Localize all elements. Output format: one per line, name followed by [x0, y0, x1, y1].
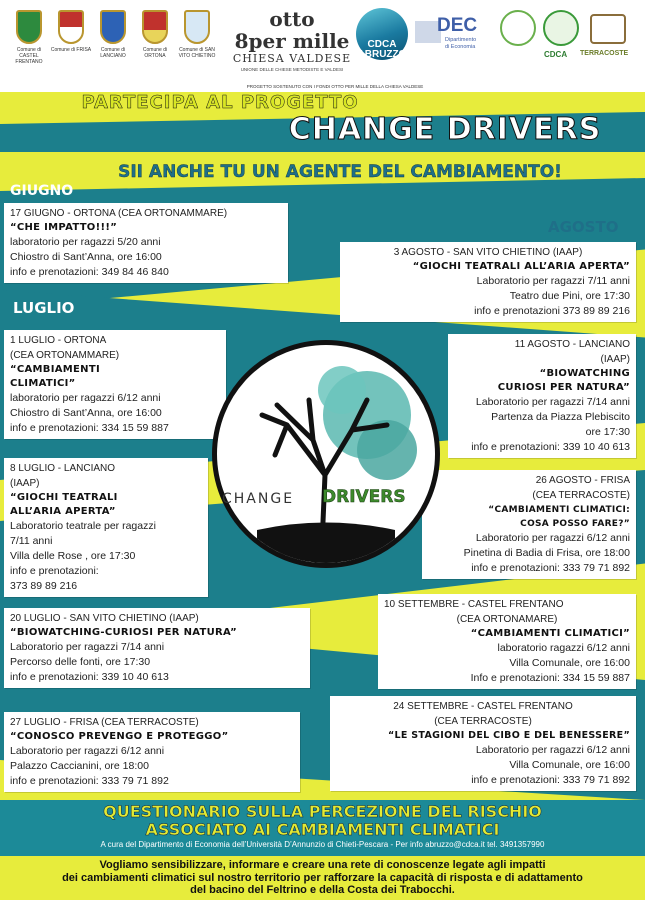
chiesa-sub: UNIONE DELLE CHIESE METODISTE E VALDESI [240, 67, 344, 72]
crest-shield-icon [16, 10, 42, 44]
comune-name: Comune di LANCIANO [100, 47, 126, 59]
logo-change-word: CHANGE [222, 491, 295, 507]
event-card-27-luglio [4, 712, 300, 792]
event-organizer: (IAAP) [10, 478, 40, 489]
otto-line2: 8per mille [234, 29, 350, 53]
comune-name: Comune di SAN VITO CHIETINO [178, 47, 216, 59]
event-card-1-luglio [4, 330, 226, 439]
event-card-8-luglio [4, 458, 208, 597]
event-contact: info e prenotazioni: 349 84 46 840 [10, 266, 169, 278]
event-detail: Villa Comunale, ore 16:00 [509, 759, 630, 771]
event-detail: Partenza da Piazza Plebiscito [491, 411, 630, 423]
title-partecipa: PARTECIPA AL PROGETTO [81, 92, 359, 113]
event-contact: info e prenotazioni: 333 79 71 892 [10, 775, 169, 787]
tree-icon [217, 345, 435, 563]
event-date: 27 LUGLIO - FRISA (CEA TERRACOSTE) [10, 717, 199, 728]
event-organizer: (CEA TERRACOSTE) [434, 716, 532, 727]
event-card-17-giugno [4, 203, 288, 283]
cdca2-label: CDCA [544, 50, 568, 59]
event-organizer: (IAAP) [600, 354, 630, 365]
event-date: 17 GIUGNO - ORTONA (CEA ORTONAMMARE) [10, 208, 228, 219]
crest-shield-icon [100, 10, 126, 44]
otto-per-mille-logo [232, 8, 352, 72]
comune-name: Comune di FRISA [50, 47, 92, 53]
event-detail: laboratorio ragazzi 6/12 anni [497, 642, 630, 654]
cdca-abruzzo-logo [352, 8, 412, 68]
event-card-20-luglio [4, 608, 310, 688]
event-organizer: (CEA ORTONAMMARE) [10, 350, 120, 361]
event-detail: Laboratorio per ragazzi 6/12 anni [10, 745, 165, 757]
event-date: 8 LUGLIO - LANCIANO [10, 463, 116, 474]
crest-shield-icon [142, 10, 168, 44]
dec-dipartimento [445, 37, 476, 51]
event-detail: Laboratorio teatrale per ragazzi [10, 520, 156, 532]
project-sponsor-note: PROGETTO SOSTENUTO CON I FONDI OTTO PER MILLE DELLA CHIESA VALDESE [246, 84, 424, 89]
event-card-24-settembre [330, 696, 636, 791]
dec-logo [415, 15, 497, 51]
event-detail: Palazzo Caccianini, ore 18:00 [10, 760, 149, 772]
event-organizer: (CEA TERRACOSTE) [532, 490, 630, 501]
event-title: “LE STAGIONI DEL CIBO E DEL BENESSERE” [388, 730, 630, 741]
questionario-credits: A cura del Dipartimento di Economia dell’Università D’Annunzio di Chieti-Pescara - Per info abruzzo@cdca.it tel. 3491357990 [100, 840, 545, 849]
event-detail: Laboratorio per ragazzi 6/12 anni [475, 744, 630, 756]
event-detail: Villa delle Rose , ore 17:30 [10, 550, 136, 562]
event-date: 1 LUGLIO - ORTONA [10, 335, 107, 346]
event-detail: Laboratorio per ragazzi 7/14 anni [475, 396, 630, 408]
event-contact: info e prenotazioni: [10, 565, 99, 577]
month-agosto: AGOSTO [548, 218, 619, 236]
event-contact: info e prenotazioni: 333 79 71 892 [471, 562, 630, 574]
footer-line: dei cambiamenti climatici sul nostro territorio per rafforzare la capacità di risposta e di adattamento [62, 871, 583, 884]
event-date: 24 SETTEMBRE - CASTEL FRENTANO [393, 701, 573, 712]
dec-sub1: Dipartimento [445, 37, 477, 43]
event-card-10-settembre [378, 594, 636, 689]
mountains-logo-icon [590, 14, 626, 44]
event-title: “BIOWATCHING [539, 368, 630, 379]
footer-line: Vogliamo sensibilizzare, informare e creare una rete di conoscenze legate agli impatti [99, 859, 546, 871]
event-title: CLIMATICI” [10, 378, 76, 389]
event-detail: Laboratorio per ragazzi 7/11 anni [476, 275, 630, 287]
event-organizer: (CEA ORTONAMARE) [456, 614, 558, 625]
event-detail: Teatro due Pini, ore 17:30 [509, 290, 630, 302]
month-luglio: LUGLIO [13, 299, 75, 317]
event-date: 11 AGOSTO - LANCIANO [514, 339, 630, 350]
event-card-26-agosto [422, 470, 636, 579]
terracoste-label: TERRACOSTE [580, 50, 629, 57]
event-card-11-agosto [448, 334, 636, 458]
leaf-logo-icon [500, 10, 536, 46]
event-detail: Villa Comunale, ore 16:00 [509, 657, 630, 669]
comune-name: Comune di CASTEL FRENTANO [15, 47, 43, 65]
event-title: “CAMBIAMENTI CLIMATICI: [488, 505, 630, 515]
event-contact: info e prenotazioni 373 89 89 216 [474, 305, 630, 317]
event-title: “BIOWATCHING-CURIOSI PER NATURA” [10, 627, 238, 638]
san-vito-crest [176, 10, 218, 59]
event-date: 10 SETTEMBRE - CASTEL FRENTANO [384, 599, 564, 610]
frisa-crest [50, 10, 92, 53]
event-detail: Laboratorio per ragazzi 6/12 anni [475, 532, 630, 544]
event-detail: Percorso delle fonti, ore 17:30 [10, 656, 151, 668]
cdca-leaf-icon [543, 10, 579, 46]
event-detail: Chiostro di Sant’Anna, ore 16:00 [10, 407, 162, 419]
lanciano-crest [92, 10, 134, 59]
footer-line: del bacino del Feltrino e della Costa dei Trabocchi. [190, 884, 455, 896]
event-title: “CONOSCO PREVENGO E PROTEGGO” [10, 731, 229, 742]
event-title: “GIOCHI TEATRALI [10, 492, 118, 503]
crest-shield-icon [58, 10, 84, 44]
event-detail: Chiostro di Sant’Anna, ore 16:00 [10, 251, 162, 263]
questionario-title-line1: QUESTIONARIO SULLA PERCEZIONE DEL RISCHIO [103, 802, 542, 821]
castel-frentano-crest [8, 10, 50, 65]
event-contact: info e prenotazioni: 339 10 40 613 [471, 441, 630, 453]
event-detail: 7/11 anni [10, 535, 53, 547]
dec-word: DEC [437, 15, 478, 36]
event-contact: info e prenotazioni: 333 79 71 892 [471, 774, 630, 786]
event-detail: Laboratorio per ragazzi 7/14 anni [10, 641, 165, 653]
event-title: “CHE IMPATTO!!!” [10, 222, 118, 233]
cdca-abruzzo-label: CDCA ABRUZZO [357, 39, 407, 60]
crest-shield-icon [184, 10, 210, 44]
ortona-crest [134, 10, 176, 59]
event-contact: info e prenotazioni: 334 15 59 887 [10, 422, 169, 434]
event-detail: laboratorio per ragazzi 5/20 anni [10, 236, 161, 248]
event-contact: 373 89 89 216 [10, 580, 78, 592]
event-title: “CAMBIAMENTI CLIMATICI” [470, 628, 630, 639]
event-detail: ore 17:30 [585, 426, 630, 438]
event-card-3-agosto [340, 242, 636, 322]
chiesa-valdese: CHIESA VALDESE [232, 52, 352, 65]
event-detail: Pinetina di Badia di Frisa, ore 18:00 [463, 547, 630, 559]
title-change-drivers: CHANGE DRIVERS [288, 112, 602, 147]
comune-name: Comune di ORTONA [142, 47, 168, 59]
event-date: 3 AGOSTO - SAN VITO CHIETINO (IAAP) [393, 247, 583, 258]
subtitle-agente: SII ANCHE TU UN AGENTE DEL CAMBIAMENTO! [118, 162, 562, 182]
event-title: CURIOSI PER NATURA” [497, 382, 630, 393]
otto-line1: otto [269, 7, 315, 31]
footer-mission [0, 856, 645, 900]
event-title: COSA POSSO FARE?” [520, 519, 630, 529]
month-giugno: GIUGNO [10, 183, 74, 199]
change-drivers-logo [212, 340, 440, 568]
questionario-title-line2: ASSOCIATO AI CAMBIAMENTI CLIMATICI [145, 820, 500, 839]
header-logos [0, 0, 645, 92]
event-title: “CAMBIAMENTI [10, 364, 100, 375]
event-title: ALL’ARIA APERTA” [10, 506, 116, 517]
event-detail: laboratorio per ragazzi 6/12 anni [10, 392, 161, 404]
logo-drivers-word: DRIVERS [322, 487, 406, 507]
event-date: 26 AGOSTO - FRISA [535, 475, 630, 486]
dec-sub2: di Economia [445, 44, 476, 50]
event-title: “GIOCHI TEATRALI ALL’ARIA APERTA” [412, 261, 630, 272]
event-contact: info e prenotazioni: 339 10 40 613 [10, 671, 169, 683]
event-contact: Info e prenotazioni: 334 15 59 887 [470, 672, 630, 684]
event-date: 20 LUGLIO - SAN VITO CHIETINO (IAAP) [10, 613, 199, 624]
